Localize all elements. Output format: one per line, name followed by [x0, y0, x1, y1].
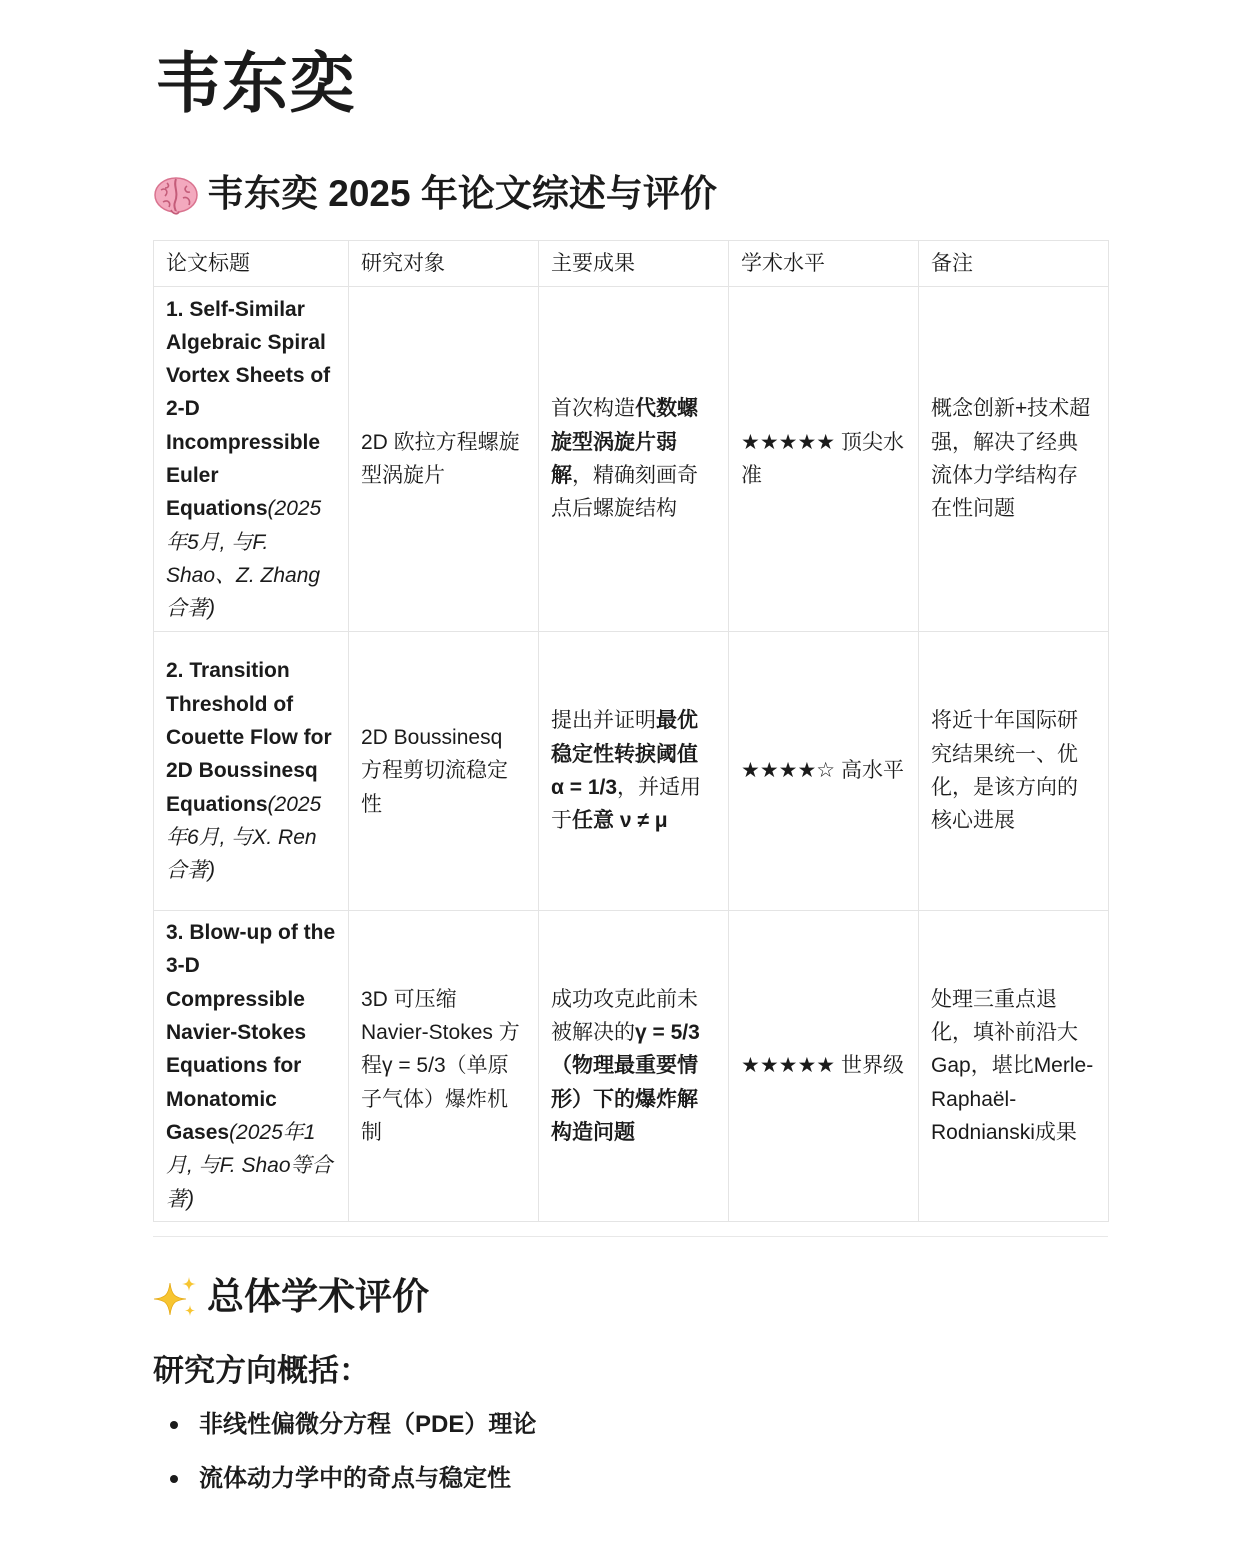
note-cell: 概念创新+技术超强，解决了经典流体力学结构存在性问题 [919, 287, 1109, 632]
paper-title: 2. Transition Threshold of Couette Flow for 2D Boussinesq Equations [166, 659, 332, 816]
list-item: 流体动力学中的奇点与稳定性 [153, 1459, 536, 1513]
result-text: 提出并证明 [551, 709, 656, 733]
paper-review-table [153, 240, 1109, 1222]
main-result-cell [539, 287, 729, 632]
paper-meta: (2025年1月, 与F. Shao等合著) [166, 1120, 333, 1211]
table-row [154, 911, 1109, 1222]
result-highlight: 最优稳定性转捩阈值 α = 1/3 [551, 709, 698, 799]
research-directions-heading: 研究方向概括： [153, 1353, 370, 1388]
table-row [154, 287, 1109, 632]
header-level: 学术水平 [729, 241, 919, 287]
research-object-cell: 2D 欧拉方程螺旋型涡旋片 [349, 287, 539, 632]
paper-title-cell [154, 287, 349, 632]
note-cell: 将近十年国际研究结果统一、优化，是该方向的核心进展 [919, 632, 1109, 911]
main-result-cell [539, 911, 729, 1222]
sparkles-icon [153, 1275, 199, 1319]
page-title: 韦东奕 [155, 46, 356, 120]
overall-evaluation-heading-text: 总体学术评价 [207, 1276, 429, 1317]
paper-meta: (2025年5月, 与F. Shao、Z. Zhang合著) [166, 497, 322, 621]
table-header-row [154, 241, 1109, 287]
paper-title-cell [154, 632, 349, 911]
main-result-cell [539, 632, 729, 911]
academic-level-cell: ★★★★★ 顶尖水准 [729, 287, 919, 632]
table-row [154, 632, 1109, 911]
list-item: 非线性偏微分方程（PDE）理论 [153, 1405, 536, 1459]
academic-level-cell: ★★★★☆ 高水平 [729, 632, 919, 911]
paper-title: 3. Blow-up of the 3-D Compressible Navier-Stokes Equations for Monatomic Gases [166, 921, 336, 1144]
section-divider [153, 1236, 1108, 1237]
paper-review-heading-text: 韦东奕 2025 年论文综述与评价 [207, 173, 717, 214]
header-title: 论文标题 [154, 241, 349, 287]
brain-icon [153, 172, 199, 216]
result-text: 成功攻克此前未被解决的 [551, 987, 698, 1045]
header-note: 备注 [919, 241, 1109, 287]
result-text: ，并适用于 [551, 776, 702, 833]
research-object-cell: 2D Boussinesq 方程剪切流稳定性 [349, 632, 539, 911]
research-directions-list [153, 1405, 536, 1513]
paper-review-heading [153, 168, 717, 220]
result-highlight: 代数螺旋型涡旋片弱解 [551, 397, 698, 487]
note-cell: 处理三重点退化，填补前沿大Gap，堪比Merle-Raphaël-Rodnianski成果 [919, 911, 1109, 1222]
result-text: 首次构造 [551, 397, 635, 421]
paper-title: 1. Self-Similar Algebraic Spiral Vortex Sheets of 2-D Incompressible Euler Equations [166, 297, 331, 521]
result-highlight: γ = 5/3（物理最重要情形）下的爆炸解构造问题 [551, 1021, 700, 1144]
overall-evaluation-heading [153, 1271, 429, 1323]
paper-title-cell [154, 911, 349, 1222]
paper-meta: (2025年6月, 与X. Ren合著) [166, 792, 322, 883]
academic-level-cell: ★★★★★ 世界级 [729, 911, 919, 1222]
research-object-cell: 3D 可压缩 Navier-Stokes 方程γ = 5/3（单原子气体）爆炸机制 [349, 911, 539, 1222]
result-text: ，精确刻画奇点后螺旋结构 [551, 464, 698, 521]
result-highlight: 任意 ν ≠ μ [572, 809, 668, 833]
header-object: 研究对象 [349, 241, 539, 287]
header-result: 主要成果 [539, 241, 729, 287]
